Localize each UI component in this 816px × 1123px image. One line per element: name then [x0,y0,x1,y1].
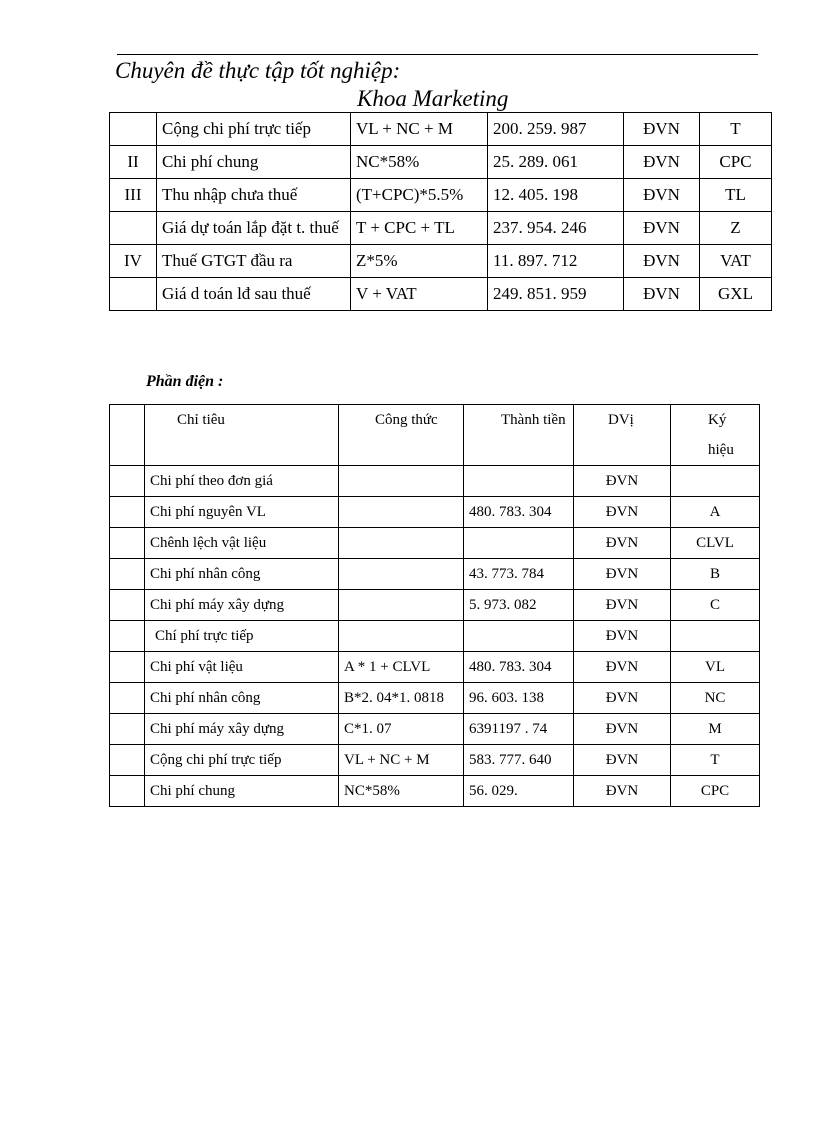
formula: V + VAT [351,278,488,311]
amount: 5. 973. 082 [464,590,574,621]
item-name: Chi phí nhân công [145,559,339,590]
table-row [110,528,760,559]
header-amount [464,405,574,466]
amount [464,466,574,497]
table-row [110,245,772,278]
unit: ĐVN [574,776,671,807]
amount [464,621,574,652]
table-row [110,212,772,245]
document-title: Chuyên đề thực tập tốt nghiệp: [115,58,401,83]
amount: 480. 783. 304 [464,652,574,683]
amount: 583. 777. 640 [464,745,574,776]
item-name: Chi phí theo đơn giá [145,466,339,497]
amount: 96. 603. 138 [464,683,574,714]
amount: 480. 783. 304 [464,497,574,528]
amount: 200. 259. 987 [488,113,624,146]
header-amount-text: Thành tiền [501,412,566,428]
header-stt [110,405,145,466]
row-number [110,497,145,528]
row-number [110,559,145,590]
unit: ĐVN [574,745,671,776]
table-row [110,559,760,590]
electrical-cost-table [109,404,760,807]
row-number [110,714,145,745]
item-name: Cộng chi phí trực tiếp [145,745,339,776]
header-formula: Công thức [339,405,464,466]
unit: ĐVN [574,497,671,528]
row-number [110,590,145,621]
symbol: A [671,497,760,528]
symbol: CLVL [671,528,760,559]
row-number [110,683,145,714]
symbol [671,466,760,497]
table-row [110,278,772,311]
unit: ĐVN [624,212,700,245]
item-name: Giá dự toán lắp đặt t. thuế [157,212,351,245]
table-row [110,497,760,528]
table-row [110,683,760,714]
item-name: Chi phí nguyên VL [145,497,339,528]
unit: ĐVN [574,590,671,621]
amount: 11. 897. 712 [488,245,624,278]
table-row [110,146,772,179]
unit: ĐVN [574,621,671,652]
formula: Z*5% [351,245,488,278]
row-number [110,776,145,807]
formula: T + CPC + TL [351,212,488,245]
symbol: B [671,559,760,590]
formula [339,466,464,497]
formula [339,621,464,652]
unit: ĐVN [574,714,671,745]
unit: ĐVN [624,146,700,179]
section-title: Phần điện : [146,373,224,390]
item-name: Chi phí nhân công [145,683,339,714]
table-row [110,179,772,212]
symbol: CPC [671,776,760,807]
table-row [110,113,772,146]
symbol: NC [671,683,760,714]
unit: ĐVN [574,559,671,590]
table-row [110,776,760,807]
item-name: Thu nhập chưa thuế [157,179,351,212]
item-name: Chí phí trực tiếp [145,621,339,652]
row-number [110,528,145,559]
row-number [110,621,145,652]
amount [464,528,574,559]
table-row [110,590,760,621]
formula [339,497,464,528]
symbol: TL [700,179,772,212]
item-name: Thuế GTGT đầu ra [157,245,351,278]
amount: 25. 289. 061 [488,146,624,179]
faculty-title: Khoa Marketing [357,86,509,111]
unit: ĐVN [574,528,671,559]
formula [339,559,464,590]
symbol: VL [671,652,760,683]
unit: ĐVN [574,466,671,497]
item-name: Cộng chi phí trực tiếp [157,113,351,146]
table-row [110,621,760,652]
symbol: C [671,590,760,621]
item-name: Chênh lệch vật liệu [145,528,339,559]
unit: ĐVN [574,652,671,683]
header-symbol [671,405,760,466]
unit: ĐVN [624,179,700,212]
amount: 56. 029. [464,776,574,807]
amount: 12. 405. 198 [488,179,624,212]
row-number [110,278,157,311]
table-row [110,466,760,497]
header-symbol-text: Ký hiệu [708,412,734,458]
formula: A * 1 + CLVL [339,652,464,683]
formula: NC*58% [339,776,464,807]
amount: 237. 954. 246 [488,212,624,245]
unit: ĐVN [574,683,671,714]
unit: ĐVN [624,113,700,146]
symbol: CPC [700,146,772,179]
amount: 43. 773. 784 [464,559,574,590]
table-row [110,714,760,745]
item-name: Chi phí máy xây dựng [145,590,339,621]
table-row [110,652,760,683]
unit: ĐVN [624,245,700,278]
formula: C*1. 07 [339,714,464,745]
row-number [110,212,157,245]
symbol: VAT [700,245,772,278]
formula: NC*58% [351,146,488,179]
formula: B*2. 04*1. 0818 [339,683,464,714]
item-name: Chi phí vật liệu [145,652,339,683]
item-name: Giá d toán lđ sau thuế [157,278,351,311]
row-number [110,652,145,683]
formula [339,590,464,621]
symbol: GXL [700,278,772,311]
table-row [110,745,760,776]
formula [339,528,464,559]
table-header-row [110,405,760,466]
symbol: T [700,113,772,146]
formula: VL + NC + M [351,113,488,146]
symbol: M [671,714,760,745]
header-item: Chỉ tiêu [145,405,339,466]
header-rule [117,54,758,55]
cost-summary-table [109,112,772,311]
formula: VL + NC + M [339,745,464,776]
symbol: Z [700,212,772,245]
row-number: II [110,146,157,179]
formula: (T+CPC)*5.5% [351,179,488,212]
symbol: T [671,745,760,776]
unit: ĐVN [624,278,700,311]
row-number [110,745,145,776]
amount: 249. 851. 959 [488,278,624,311]
row-number [110,113,157,146]
amount: 6391197 . 74 [464,714,574,745]
header-unit: DVị [574,405,671,466]
row-number [110,466,145,497]
item-name: Chi phí chung [157,146,351,179]
item-name: Chi phí máy xây dựng [145,714,339,745]
item-name: Chi phí chung [145,776,339,807]
row-number: III [110,179,157,212]
symbol [671,621,760,652]
row-number: IV [110,245,157,278]
